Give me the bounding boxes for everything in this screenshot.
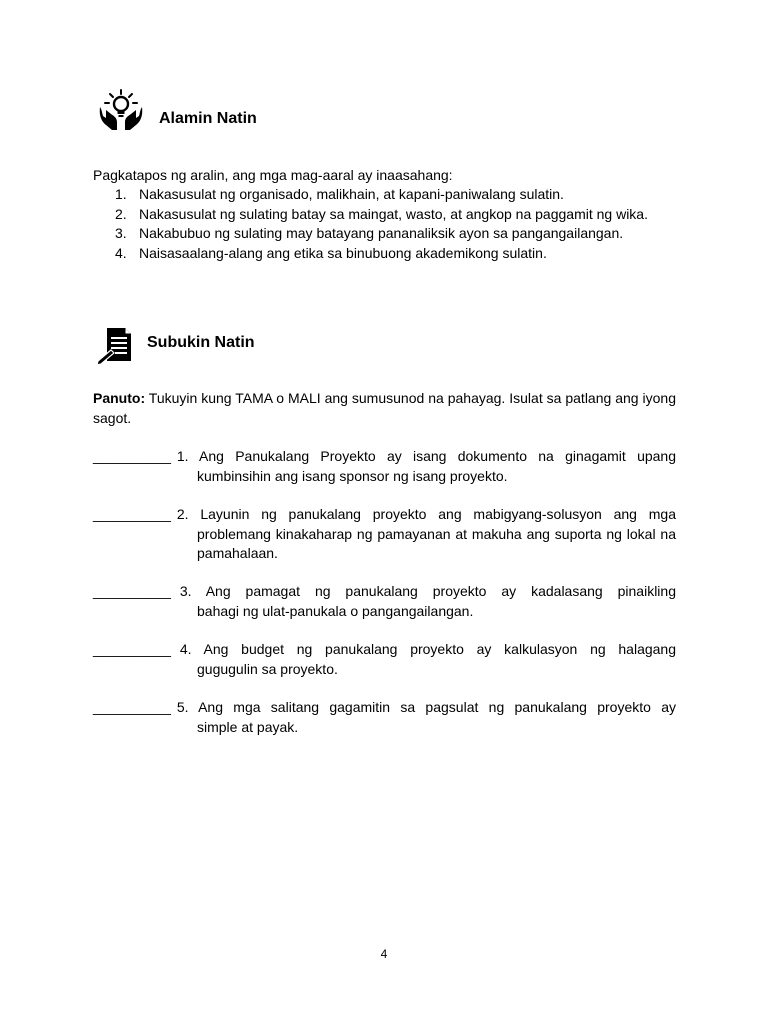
instructions-text: Tukuyin kung TAMA o MALI ang sumusunod na pahayag. Isulat sa patlang ang iyong sagot. <box>93 390 676 426</box>
instructions <box>93 389 676 428</box>
list-item: 3. Nakabubuo ng sulating may batayang pananaliksik ayon sa pangangailangan. <box>115 225 624 241</box>
quiz-item-1: __________ 1. Ang Panukalang Proyekto ay isang dokumento na ginagamit upang kumbinsihin ang isang sponsor ng isang proyekto. <box>93 448 676 484</box>
instructions-label: Panuto: <box>93 390 146 406</box>
answer-blank: __________ <box>93 448 171 464</box>
objectives-list <box>93 185 676 263</box>
answer-blank: __________ <box>93 641 171 657</box>
page-number: 4 <box>380 947 388 961</box>
quiz-item-2: __________ 2. Layunin ng panukalang proyekto ang mabigyang-solusyon ang mga problemang kinakaharap ng pamayanan at makuha ang suporta ng lokal na pamahalaan. <box>93 506 676 561</box>
quiz-item-3: __________ 3. Ang pamagat ng panukalang proyekto ay kadalasang pinaikling bahagi ng ulat-panukala o pangangailangan. <box>93 583 676 619</box>
section-title-alamin: Alamin Natin <box>159 110 257 127</box>
hands-lightbulb-icon <box>97 89 145 133</box>
answer-blank: __________ <box>93 583 171 599</box>
list-item: 4. Naisasaalang-alang ang etika sa binubuong akademikong sulatin. <box>115 244 547 261</box>
objectives-intro: Pagkatapos ng aralin, ang mga mag-aaral ay inaasahang: <box>93 167 453 183</box>
answer-blank: __________ <box>93 506 171 522</box>
document-pencil-icon <box>95 327 135 365</box>
answer-blank: __________ <box>93 699 171 715</box>
quiz-item-5: __________ 5. Ang mga salitang gagamitin sa pagsulat ng panukalang proyekto ay simple at payak. <box>93 699 676 735</box>
list-item: 1. Nakasusulat ng organisado, malikhain, at kapani-paniwalang sulatin. <box>115 186 564 202</box>
section-title-subukin: Subukin Natin <box>147 334 255 351</box>
quiz-item-4: __________ 4. Ang budget ng panukalang proyekto ay kalkulasyon ng halagang gugugulin sa proyekto. <box>93 641 676 677</box>
list-item: 2. Nakasusulat ng sulating batay sa maingat, wasto, at angkop na paggamit ng wika. <box>115 205 648 222</box>
